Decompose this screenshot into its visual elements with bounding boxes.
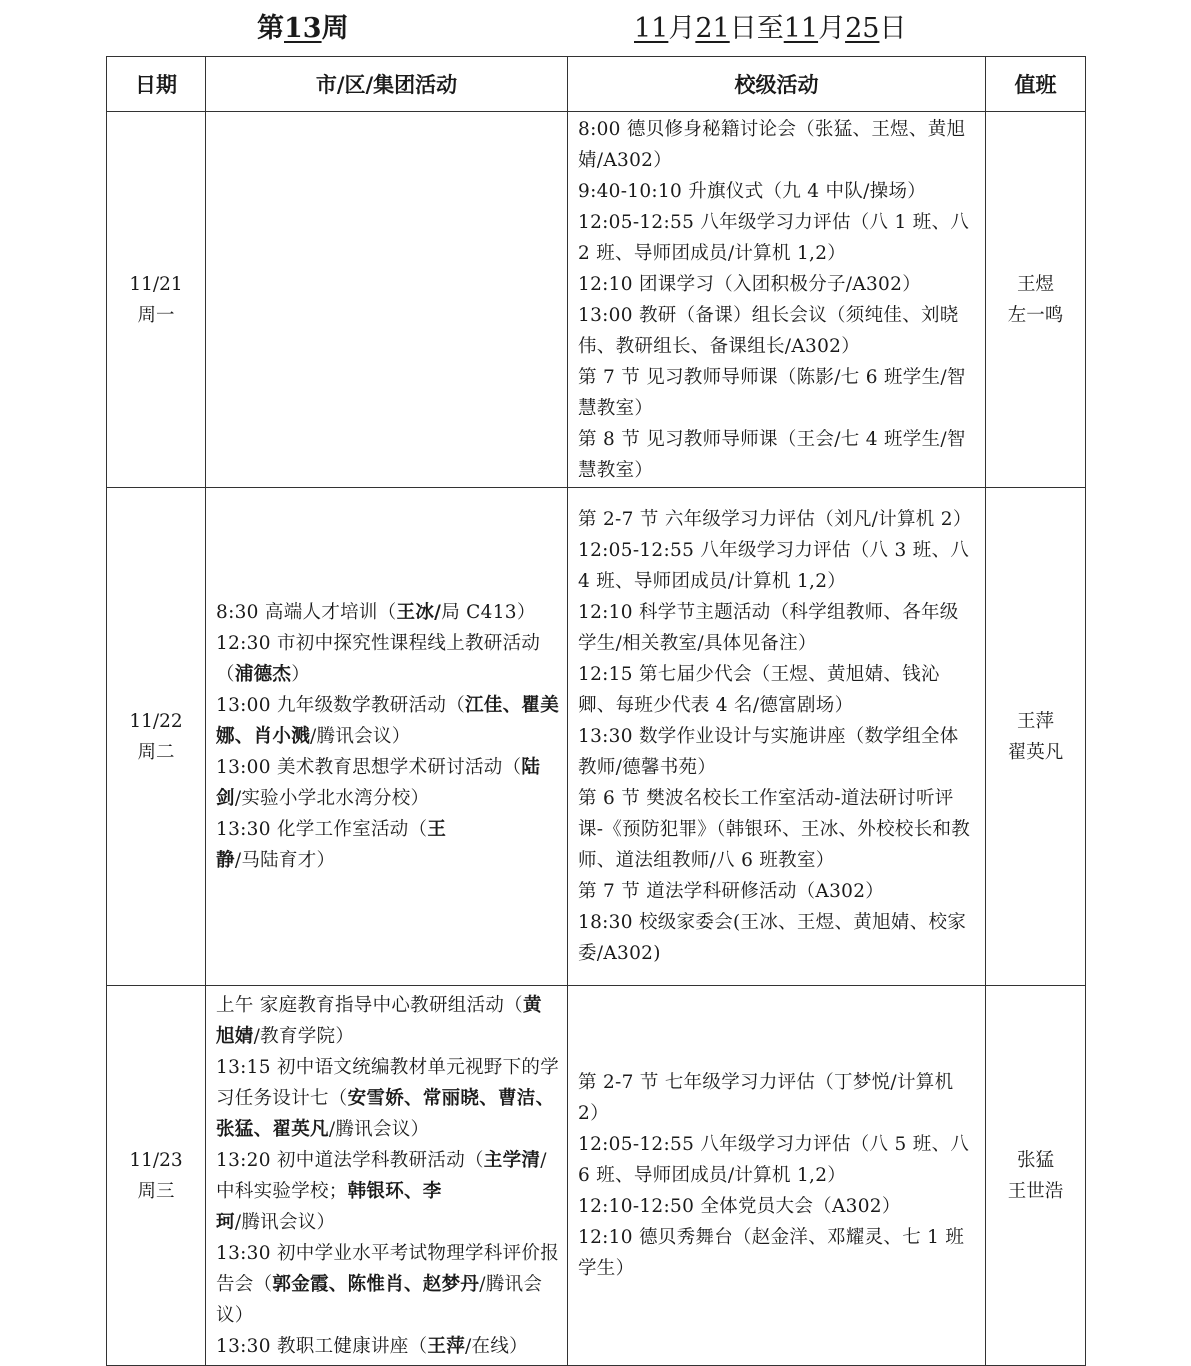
school-activity-item: 8:00 德贝修身秘籍讨论会（张猛、王煜、黄旭婧/A302）: [578, 118, 966, 171]
school-activity-item: 12:15 第七届少代会（王煜、黄旭婧、钱沁卿、每班少代表 4 名/德富剧场）: [578, 664, 940, 716]
month-label: 月: [818, 13, 846, 44]
activity-text: 局 C413）: [441, 602, 536, 623]
participant-names: 王萍: [427, 1335, 466, 1357]
duty-cell: [986, 986, 1086, 1366]
school-activity-item: 第 8 节 见习教师导师课（王会/七 4 班学生/智慧教室）: [578, 428, 966, 481]
column-header-duty: 值班: [986, 57, 1086, 112]
school-activity-item: 9:40-10:10 升旗仪式（九 4 中队/操场）: [578, 180, 927, 202]
participant-names: 王静: [216, 819, 447, 871]
activity-text: 13:30 教职工健康讲座（: [216, 1335, 428, 1357]
activity-text: 13:15 初中语文统编教材单元视野下的学习任务设计七（: [216, 1056, 559, 1109]
city-activity-item: [216, 690, 559, 752]
participant-names: 黄旭婧: [216, 994, 542, 1047]
activity-text: 13:20 初中道法学科教研活动（: [216, 1149, 484, 1171]
week-suffix: 周: [321, 13, 349, 44]
school-activity-item: 第 2-7 节 七年级学习力评估（丁梦悦/计算机 2）: [578, 1072, 954, 1124]
activity-text: 上午 家庭教育指导中心教研组活动（: [216, 994, 523, 1016]
table-row: [107, 112, 1086, 488]
activity-text: /在线）: [465, 1335, 528, 1357]
city-activity-item: [216, 628, 559, 690]
participant-names: 王冰/: [396, 602, 442, 623]
participant-names: 郭金霞、陈惟肖、赵梦丹: [272, 1273, 480, 1295]
duty-person: 王萍: [1016, 710, 1054, 732]
school-activity-item: 12:10-12:50 全体党员大会（A302）: [578, 1196, 901, 1217]
date-cell: [107, 986, 206, 1366]
activity-text: 12:30 市初中探究性课程线上教研活动（: [216, 633, 541, 685]
duty-cell: [986, 112, 1086, 488]
activity-text: /腾讯会议）: [234, 1211, 336, 1233]
school-activity-item: 第 2-7 节 六年级学习力评估（刘凡/计算机 2）: [578, 509, 972, 530]
city-activity-item: [216, 752, 559, 814]
duty-person: 左一鸣: [1007, 304, 1064, 326]
school-activity-item: 12:05-12:55 八年级学习力评估（八 5 班、八 6 班、导师团成员/计算机 1,2）: [578, 1134, 970, 1186]
header-row: [107, 57, 1086, 112]
city-activity-item: [216, 597, 559, 628]
school-activity-item: 12:10 团课学习（入团积极分子/A302）: [578, 273, 921, 295]
school-activity-item: 第 7 节 道法学科研修活动（A302）: [578, 881, 885, 902]
date-cell: [107, 112, 206, 488]
city-activities-cell: [206, 986, 568, 1366]
column-header-school-activities: 校级活动: [568, 57, 986, 112]
duty-person: 王世浩: [1007, 1180, 1064, 1202]
activity-text: /腾讯会议）: [328, 1118, 430, 1140]
start-month: 11: [634, 13, 669, 44]
duty-person: 王煜: [1016, 273, 1054, 295]
participant-names: 浦德杰: [234, 664, 292, 685]
activity-text: 13:00 九年级数学教研活动（: [216, 695, 465, 716]
participant-names: 主学清: [483, 1149, 541, 1171]
activity-text: /腾讯会议）: [310, 726, 411, 747]
activity-text: /实验小学北水湾分校）: [234, 788, 430, 809]
city-activity-item: [216, 990, 559, 1052]
week-number: 13: [284, 13, 322, 44]
date-value: 11/21: [129, 273, 183, 295]
school-activity-item: 18:30 校级家委会(王冰、王煜、黄旭婧、校家委/A302): [578, 912, 967, 964]
schedule-header: [0, 0, 1191, 56]
city-activity-item: [216, 1145, 559, 1238]
school-activity-item: 13:00 教研（备课）组长会议（须纯佳、刘晓伟、教研组长、备课组长/A302）: [578, 304, 959, 357]
day-label: 日: [879, 13, 907, 44]
school-activities-cell: [568, 112, 986, 488]
school-activity-item: 第 7 节 见习教师导师课（陈影/七 6 班学生/智慧教室）: [578, 366, 966, 419]
activity-text: /中科实验学校；: [216, 1149, 547, 1202]
participant-names: 江佳、瞿美娜、肖小溅: [216, 695, 560, 747]
city-activities-cell: [206, 488, 568, 986]
table-row: [107, 488, 1086, 986]
activity-text: 13:30 化学工作室活动（: [216, 819, 428, 840]
duty-person: 翟英凡: [1007, 741, 1064, 763]
activity-text: 13:30 初中学业水平考试物理学科评价报告会（: [216, 1242, 559, 1295]
week-prefix: 第: [257, 13, 284, 44]
weekday-value: 周三: [137, 1180, 175, 1202]
duty-cell: [986, 488, 1086, 986]
activity-text: /马陆育才）: [234, 850, 336, 871]
date-cell: [107, 488, 206, 986]
weekday-value: 周二: [137, 741, 175, 763]
activity-text: /教育学院）: [253, 1025, 355, 1047]
school-activities-cell: [568, 488, 986, 986]
participant-names: 韩银环、李珂: [216, 1180, 442, 1233]
end-day: 25: [845, 13, 880, 44]
activity-text: 8:30 高端人才培训（: [216, 602, 397, 623]
activity-text: 13:00 美术教育思想学术研讨活动（: [216, 757, 522, 778]
city-activity-item: [216, 1238, 559, 1331]
weekly-schedule-table: [106, 56, 1086, 1366]
day-to-label: 日至: [729, 13, 784, 44]
city-activity-item: [216, 814, 559, 876]
school-activity-item: 12:05-12:55 八年级学习力评估（八 3 班、八 4 班、导师团成员/计算机 1,2）: [578, 540, 970, 592]
column-header-date: 日期: [107, 57, 206, 112]
activity-text: /腾讯会议）: [216, 1273, 543, 1326]
school-activity-item: 12:10 德贝秀舞台（赵金洋、邓耀灵、七 1 班学生）: [578, 1227, 965, 1279]
school-activity-item: 12:10 科学节主题活动（科学组教师、各年级学生/相关教室/具体见备注）: [578, 602, 959, 654]
duty-person: 张猛: [1016, 1149, 1054, 1171]
start-day: 21: [695, 13, 730, 44]
participant-names: 安雪娇、常丽晓、曹洁、张猛、翟英凡: [216, 1087, 555, 1140]
week-label: [257, 6, 349, 45]
school-activity-item: 第 6 节 樊波名校长工作室活动-道法研讨听评课-《预防犯罪》（韩银环、王冰、外校校长和教师、道法组教师/八 6 班教室）: [578, 788, 971, 871]
month-label: 月: [668, 13, 696, 44]
school-activities-cell: [568, 986, 986, 1366]
city-activities-cell: [206, 112, 568, 488]
city-activity-item: [216, 1052, 559, 1145]
participant-names: 陆剑: [216, 757, 541, 809]
table-row: [107, 986, 1086, 1366]
end-month: 11: [783, 13, 819, 44]
school-activity-item: 12:05-12:55 八年级学习力评估（八 1 班、八 2 班、导师团成员/计算机 1,2）: [578, 211, 970, 264]
column-header-city-activities: 市/区/集团活动: [206, 57, 568, 112]
weekday-value: 周一: [137, 304, 175, 326]
date-value: 11/23: [129, 1149, 183, 1171]
date-range: [634, 6, 906, 45]
activity-text: ）: [291, 664, 311, 685]
school-activity-item: 13:30 数学作业设计与实施讲座（数学组全体教师/德馨书苑）: [578, 726, 959, 778]
date-value: 11/22: [129, 710, 183, 732]
